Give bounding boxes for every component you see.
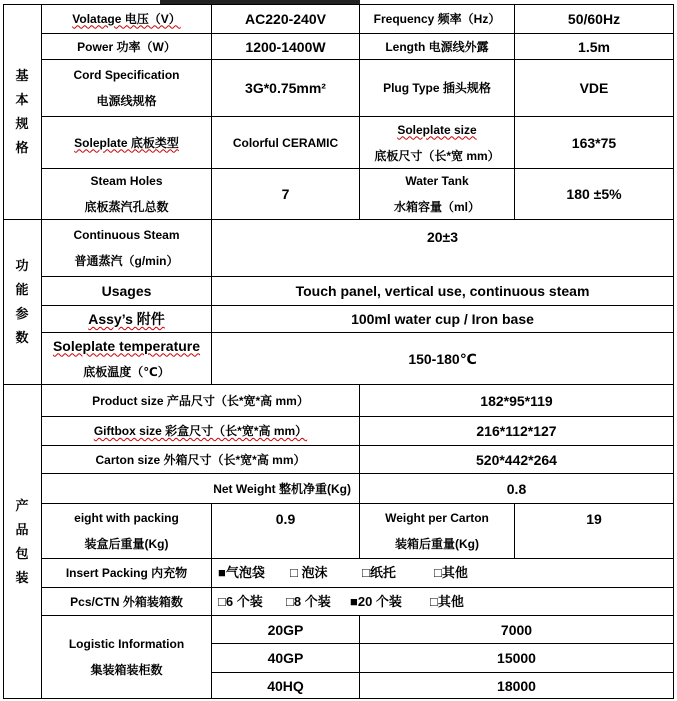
label-text: Soleplate 底板类型 (74, 135, 179, 150)
label-cn: 底板尺寸（长*宽 mm） (374, 148, 500, 163)
insert-option[interactable]: □ 泡沫 (290, 565, 328, 580)
label-en: Water Tank (405, 174, 469, 188)
soleplate-temp-label (42, 333, 212, 385)
product-size-label: Product size 产品尺寸（长*宽*高 mm） (42, 385, 360, 417)
plug-value: VDE (515, 60, 674, 117)
pcs-ctn-options (212, 588, 674, 616)
label-cn: 底板蒸汽孔总数 (84, 200, 169, 214)
soleplate-value: Colorful CERAMIC (212, 117, 360, 169)
insert-packing-options (212, 559, 674, 588)
section-char: 基 (15, 67, 29, 83)
label-cn: 底板温度（℃） (83, 364, 170, 379)
pcs-option[interactable]: □其他 (430, 593, 464, 609)
label-cn: 装盒后重量(Kg) (84, 537, 169, 551)
section-char: 包 (15, 545, 29, 561)
label-en: eight with packing (74, 511, 179, 525)
carton-weight-label (360, 504, 515, 559)
length-label: Length 电源线外露 (360, 34, 515, 60)
soleplate-temp-value: 150-180℃ (212, 333, 674, 385)
section-basic (3, 4, 42, 220)
steam-holes-value: 7 (212, 169, 360, 220)
water-tank-label (360, 169, 515, 220)
steam-holes-label (42, 169, 212, 220)
pcs-option[interactable]: □6 个装 (218, 593, 263, 609)
label-text: Volatage 电压（V） (72, 11, 181, 26)
label-cn: 普通蒸汽（g/min） (74, 254, 179, 268)
packed-weight-value: 0.9 (212, 504, 360, 559)
carton-size-value: 520*442*264 (360, 446, 674, 474)
continuous-steam-label (42, 220, 212, 277)
insert-option[interactable]: □纸托 (362, 565, 396, 580)
container-qty: 18000 (360, 673, 674, 699)
label-en: Continuous Steam (73, 228, 180, 242)
assy-value: 100ml water cup / Iron base (212, 306, 674, 333)
label-en: Cord Specification (73, 68, 180, 82)
label-text: Giftbox size 彩盒尺寸（长*宽*高 mm） (93, 424, 308, 438)
section-char: 格 (15, 139, 29, 155)
soleplate-label (42, 117, 212, 169)
label-cn: 电源线规格 (96, 94, 157, 108)
pcs-option[interactable]: ■20 个装 (350, 593, 402, 609)
net-weight-label: Net Weight 整机净重(Kg) (42, 474, 360, 504)
label-cn: 集装箱装柜数 (90, 663, 163, 677)
usages-value: Touch panel, vertical use, continuous steam (212, 277, 674, 306)
net-weight-value: 0.8 (360, 474, 674, 504)
container-qty: 15000 (360, 644, 674, 673)
container-type: 20GP (212, 616, 360, 644)
insert-packing-label: Insert Packing 内充物 (42, 559, 212, 588)
power-label: Power 功率（W） (42, 34, 212, 60)
label-en: Soleplate size (397, 122, 477, 137)
label-text: Assy’s 附件 (88, 311, 165, 327)
assy-label (42, 306, 212, 333)
section-char: 本 (15, 91, 29, 107)
pcs-option[interactable]: □8 个装 (286, 593, 331, 609)
length-value: 1.5m (515, 34, 674, 60)
section-char: 规 (15, 115, 29, 131)
carton-size-label: Carton size 外箱尺寸（长*宽*高 mm） (42, 446, 360, 474)
usages-label: Usages (42, 277, 212, 306)
label-en: Steam Holes (90, 174, 163, 188)
frequency-value: 50/60Hz (515, 4, 674, 34)
label-en: Soleplate temperature (52, 337, 201, 354)
soleplate-size-value: 163*75 (515, 117, 674, 169)
section-char: 品 (15, 521, 29, 537)
section-packing (3, 385, 42, 699)
cord-label (42, 60, 212, 117)
container-type: 40HQ (212, 673, 360, 699)
water-tank-value: 180 ±5% (515, 169, 674, 220)
section-char: 装 (15, 569, 29, 585)
container-type: 40GP (212, 644, 360, 673)
insert-option[interactable]: □其他 (434, 565, 468, 580)
label-cn: 水箱容量（ml） (393, 200, 480, 214)
plug-label: Plug Type 插头规格 (360, 60, 515, 117)
insert-option[interactable]: ■气泡袋 (218, 565, 265, 580)
label-en: Weight per Carton (385, 511, 489, 525)
pcs-ctn-label: Pcs/CTN 外箱装箱数 (42, 588, 212, 616)
voltage-label (42, 4, 212, 34)
packed-weight-label (42, 504, 212, 559)
section-char: 数 (15, 330, 29, 345)
logistic-label (42, 616, 212, 699)
frequency-label: Frequency 频率（Hz） (360, 4, 515, 34)
container-qty: 7000 (360, 616, 674, 644)
section-char: 产 (15, 497, 29, 513)
giftbox-size-label (42, 417, 360, 446)
product-size-value: 182*95*119 (360, 385, 674, 417)
voltage-value: AC220-240V (212, 4, 360, 34)
soleplate-size-label (360, 117, 515, 169)
power-value: 1200-1400W (212, 34, 360, 60)
carton-weight-value: 19 (515, 504, 674, 559)
section-char: 功 (15, 258, 29, 273)
section-char: 参 (15, 306, 29, 321)
giftbox-size-value: 216*112*127 (360, 417, 674, 446)
label-cn: 装箱后重量(Kg) (395, 537, 479, 551)
cord-value: 3G*0.75mm² (212, 60, 360, 117)
continuous-steam-value: 20±3 (212, 220, 674, 277)
section-function (3, 220, 42, 385)
section-char: 能 (15, 282, 29, 297)
label-en: Logistic Information (68, 637, 185, 651)
